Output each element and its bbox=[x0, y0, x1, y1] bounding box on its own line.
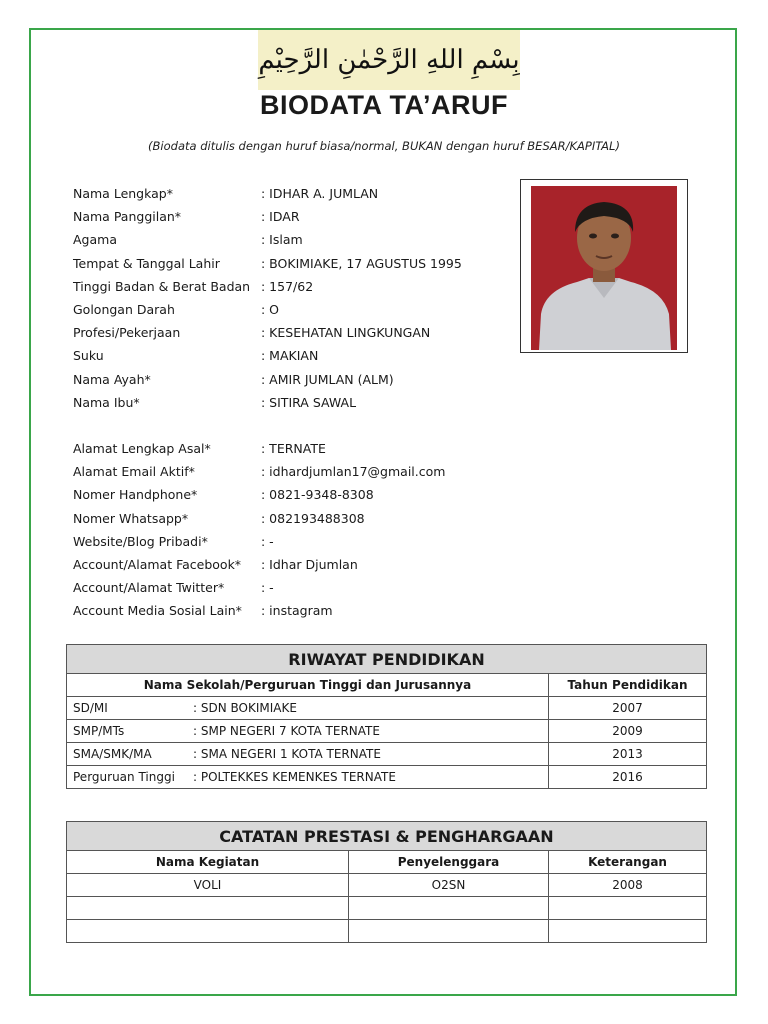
field-label: Alamat Lengkap Asal* bbox=[73, 440, 211, 456]
education-level: SMA/SMK/MA bbox=[73, 747, 152, 761]
year-cell: 2013 bbox=[549, 743, 707, 766]
empty-cell bbox=[67, 897, 349, 920]
field-row bbox=[73, 321, 513, 344]
field-value: : Islam bbox=[261, 232, 303, 248]
field-row bbox=[73, 344, 513, 367]
column-header-note: Keterangan bbox=[549, 851, 707, 874]
field-label: Website/Blog Pribadi* bbox=[73, 533, 208, 549]
empty-cell bbox=[67, 920, 349, 943]
year-cell: 2009 bbox=[549, 720, 707, 743]
field-label: Tempat & Tanggal Lahir bbox=[73, 255, 220, 271]
school-cell bbox=[67, 720, 549, 743]
field-label: Tinggi Badan & Berat Badan bbox=[73, 278, 251, 294]
empty-cell bbox=[549, 897, 707, 920]
bismillah-calligraphy: بِسْمِ اللهِ الرَّحْمٰنِ الرَّحِيْمِ bbox=[258, 30, 520, 90]
table-row bbox=[67, 697, 707, 720]
field-value: : MAKIAN bbox=[261, 348, 319, 364]
field-row bbox=[73, 553, 513, 576]
achievements-table bbox=[66, 821, 707, 943]
table-row bbox=[67, 743, 707, 766]
field-row bbox=[73, 205, 513, 228]
writing-instruction-note: (Biodata ditulis dengan huruf biasa/normal, BUKAN dengan huruf BESAR/KAPITAL) bbox=[148, 139, 620, 153]
field-row bbox=[73, 391, 513, 414]
field-value: : 157/62 bbox=[261, 278, 314, 294]
field-label: Alamat Email Aktif* bbox=[73, 464, 195, 480]
biodata-fields bbox=[73, 182, 513, 622]
field-value: : - bbox=[261, 533, 274, 549]
activity-cell: VOLI bbox=[67, 874, 349, 897]
achievements-table-title: CATATAN PRESTASI & PENGHARGAAN bbox=[67, 822, 707, 851]
school-name: : SDN BOKIMIAKE bbox=[193, 701, 297, 715]
table-row bbox=[67, 766, 707, 789]
table-row bbox=[67, 720, 707, 743]
table-row bbox=[67, 920, 707, 943]
note-cell: 2008 bbox=[549, 874, 707, 897]
school-cell bbox=[67, 743, 549, 766]
school-name: : SMA NEGERI 1 KOTA TERNATE bbox=[193, 747, 381, 761]
column-header-activity: Nama Kegiatan bbox=[67, 851, 349, 874]
empty-cell bbox=[549, 920, 707, 943]
page-title: BIODATA TA’ARUF bbox=[260, 90, 508, 120]
field-value: : IDHAR A. JUMLAN bbox=[261, 186, 379, 202]
empty-cell bbox=[349, 897, 549, 920]
field-label: Profesi/Pekerjaan bbox=[73, 325, 181, 341]
field-label: Golongan Darah bbox=[73, 302, 175, 318]
field-value: : 0821-9348-8308 bbox=[261, 487, 374, 503]
field-row bbox=[73, 460, 513, 483]
field-row bbox=[73, 576, 513, 599]
field-row bbox=[73, 298, 513, 321]
field-row bbox=[73, 483, 513, 506]
field-value: : TERNATE bbox=[261, 440, 326, 456]
column-header-school: Nama Sekolah/Perguruan Tinggi dan Jurusannya bbox=[67, 674, 549, 697]
field-row bbox=[73, 252, 513, 275]
column-header-year: Tahun Pendidikan bbox=[549, 674, 707, 697]
column-header-organizer: Penyelenggara bbox=[349, 851, 549, 874]
section-spacer bbox=[73, 414, 513, 437]
field-row bbox=[73, 275, 513, 298]
profile-photo bbox=[531, 186, 677, 350]
field-row bbox=[73, 182, 513, 205]
field-label: Nama Panggilan* bbox=[73, 209, 182, 225]
field-label: Nomer Handphone* bbox=[73, 487, 198, 503]
education-table-title: RIWAYAT PENDIDIKAN bbox=[67, 645, 707, 674]
school-name: : SMP NEGERI 7 KOTA TERNATE bbox=[193, 724, 380, 738]
field-row bbox=[73, 228, 513, 251]
field-label: Nama Lengkap* bbox=[73, 186, 173, 202]
field-value: : BOKIMIAKE, 17 AGUSTUS 1995 bbox=[261, 255, 462, 271]
school-name: : POLTEKKES KEMENKES TERNATE bbox=[193, 770, 396, 784]
field-value: : idhardjumlan17@gmail.com bbox=[261, 464, 446, 480]
field-value: : Idhar Djumlan bbox=[261, 556, 358, 572]
field-value: : AMIR JUMLAN (ALM) bbox=[261, 371, 394, 387]
empty-cell bbox=[349, 920, 549, 943]
field-label: Account/Alamat Twitter* bbox=[73, 580, 225, 596]
field-value: : O bbox=[261, 302, 280, 318]
field-row bbox=[73, 599, 513, 622]
table-row bbox=[67, 874, 707, 897]
field-value: : instagram bbox=[261, 603, 333, 619]
field-label: Suku bbox=[73, 348, 104, 364]
education-level: Perguruan Tinggi bbox=[73, 770, 175, 784]
field-value: : IDAR bbox=[261, 209, 300, 225]
field-label: Account Media Sosial Lain* bbox=[73, 603, 242, 619]
education-level: SMP/MTs bbox=[73, 724, 125, 738]
table-row bbox=[67, 897, 707, 920]
profile-photo-frame bbox=[520, 179, 688, 353]
year-cell: 2016 bbox=[549, 766, 707, 789]
school-cell bbox=[67, 697, 549, 720]
field-row bbox=[73, 368, 513, 391]
person-portrait-icon bbox=[531, 186, 677, 350]
school-cell bbox=[67, 766, 549, 789]
field-value: : 082193488308 bbox=[261, 510, 365, 526]
year-cell: 2007 bbox=[549, 697, 707, 720]
field-value: : KESEHATAN LINGKUNGAN bbox=[261, 325, 431, 341]
field-label: Nama Ayah* bbox=[73, 371, 151, 387]
education-level: SD/MI bbox=[73, 701, 108, 715]
field-label: Nomer Whatsapp* bbox=[73, 510, 189, 526]
organizer-cell: O2SN bbox=[349, 874, 549, 897]
field-label: Account/Alamat Facebook* bbox=[73, 556, 242, 572]
field-row bbox=[73, 530, 513, 553]
education-table bbox=[66, 644, 707, 789]
field-label: Agama bbox=[73, 232, 117, 248]
field-value: : SITIRA SAWAL bbox=[261, 394, 357, 410]
field-value: : - bbox=[261, 580, 274, 596]
field-row bbox=[73, 437, 513, 460]
field-row bbox=[73, 506, 513, 529]
field-label: Nama Ibu* bbox=[73, 394, 140, 410]
